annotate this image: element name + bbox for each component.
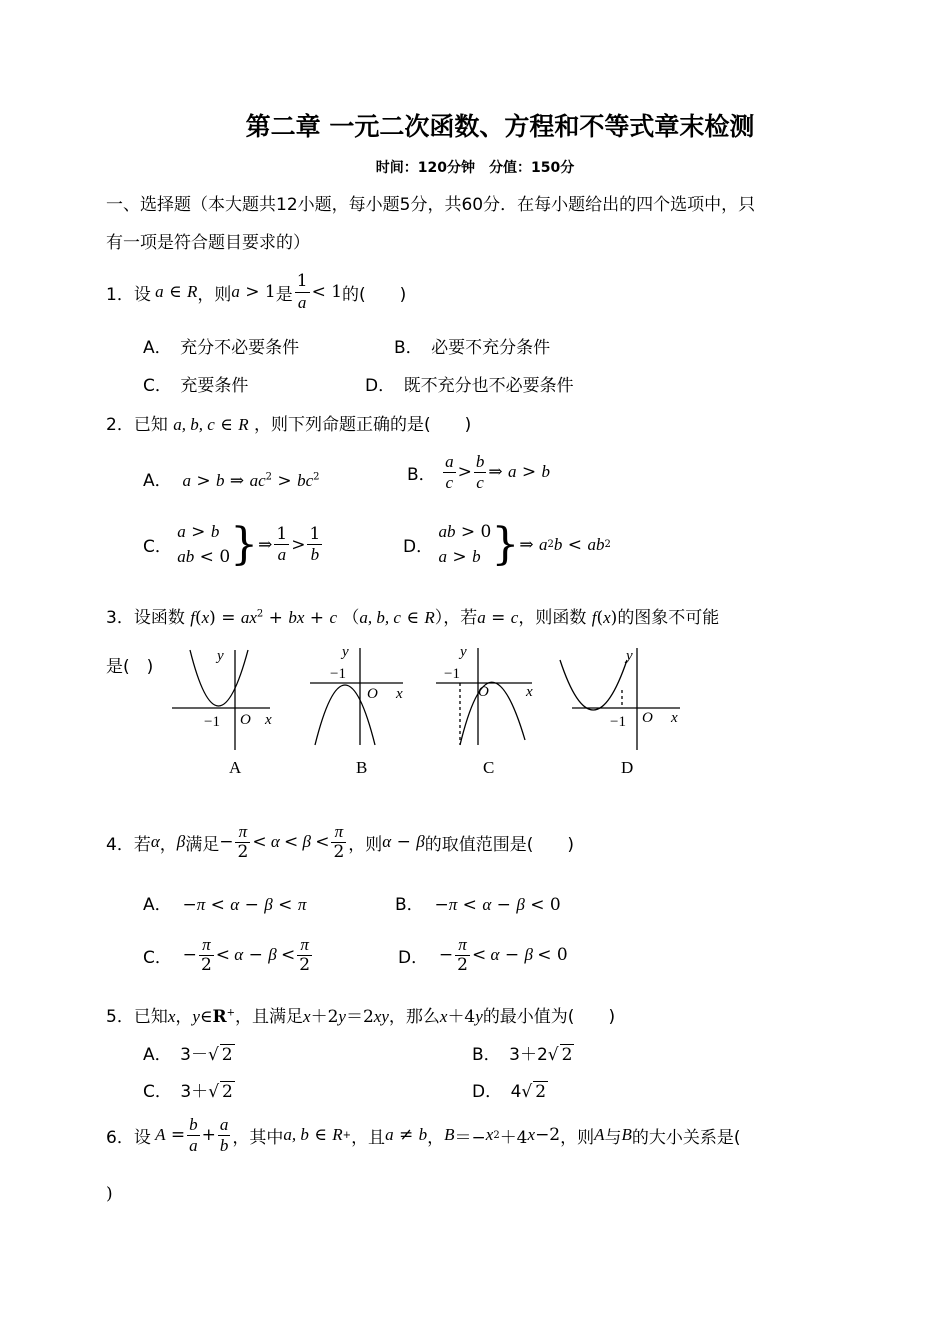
question-5: 5．已知x，y∈R+，且满足x＋2y＝2xy，那么x＋4y的最小值为( )	[106, 1007, 616, 1027]
question-1: 1．设 a ∈ R ，则 a > 1 是 $\frac{1}{a}$ < 1 的( )	[106, 270, 407, 312]
q2-option-d: D． ab > 0 a > b } ⇒ a 2 b < ab 2	[403, 518, 611, 570]
graph-d-x-label: x	[671, 710, 678, 726]
q4-option-a: A． −π < α − β < π	[143, 895, 307, 915]
q2-option-b: B． $\frac{a}{c}$ > $\frac{b}{c}$ ⇒ a > b	[407, 452, 551, 492]
q3-graphs	[160, 640, 700, 785]
graph-a-y-label: y	[217, 648, 224, 664]
q1-fraction: $\frac{1}{a}$	[296, 270, 308, 312]
graph-b-x-label: x	[396, 686, 403, 702]
q5-option-a: A． 3－√ 2	[143, 1045, 233, 1065]
page-subtitle: 时间：120分钟 分值：150分	[375, 160, 575, 176]
question-3: 3．设函数 $f(x) = ax^2$ + bx + c （a, b, c ∈ R），若a = c，则函数 f(x)的图象不可能	[106, 608, 720, 628]
q1-option-d: D． 既不充分也不必要条件	[365, 376, 574, 396]
q2-number: 2．已知	[106, 415, 168, 435]
q1-number: 1．设	[106, 284, 151, 305]
graph-d-y-label: y	[626, 648, 633, 664]
graph-a-label: A	[229, 758, 242, 777]
section-heading-line2: 有一项是符合题目要求的）	[106, 233, 310, 253]
graph-d-origin: O	[642, 710, 653, 726]
question-6: 6．设 A = $\frac{b}{a}$ + $\frac{a}{b}$ ，其中 a, b ∈ R + ，且 a ≠ b ， B ＝− x 2 ＋4 x −2 ，则 A 与 B 的大小关系是(	[106, 1115, 741, 1155]
q1-option-c: C． 充要条件	[143, 376, 249, 396]
graph-a-x-label: x	[265, 712, 272, 728]
page-title: 第二章 一元二次函数、方程和不等式章末检测	[245, 112, 755, 141]
q4-option-d: D． − $\frac{\pi}{2}$ < α − β < 0	[398, 935, 568, 975]
graph-c-label: C	[483, 758, 495, 777]
section-heading-line1: 一、选择题（本大题共12小题，每小题5分，共60分．在每小题给出的四个选项中，只	[106, 195, 756, 215]
q4-number: 4．若	[106, 834, 151, 855]
q1-option-b: B． 必要不充分条件	[394, 338, 551, 358]
q4-option-c: C． − $\frac{\pi}{2}$ < α − β < $\frac{\pi}{2}$	[143, 935, 311, 975]
graph-b-origin: O	[367, 686, 378, 702]
q3-number: 3．设函数	[106, 608, 185, 628]
graph-d-minus-one: −1	[610, 714, 626, 730]
graph-c-y-label: y	[460, 644, 467, 660]
q1-option-a: A． 充分不必要条件	[143, 338, 300, 358]
graph-c-minus-one: −1	[444, 666, 460, 682]
q3-line2: 是( )	[106, 657, 154, 677]
q6-number: 6．设	[106, 1127, 151, 1148]
graph-b-minus-one: −1	[330, 666, 346, 682]
q5-option-c: C． 3＋√ 2	[143, 1082, 233, 1102]
graph-b-y-label: y	[342, 644, 349, 660]
q4-option-b: B． −π < α − β < 0	[395, 895, 561, 915]
q5-option-b: B． 3＋2√ 2	[472, 1045, 573, 1065]
graph-d-label: D	[621, 758, 634, 777]
q5-option-d: D． 4√ 2	[472, 1082, 547, 1102]
q2-option-c: C． a > b ab < 0 } ⇒ $\frac{1}{a}$ > $\frac{1}{b}$	[143, 518, 321, 570]
graph-a-minus-one: −1	[204, 714, 220, 730]
graph-c-x-label: x	[526, 684, 533, 700]
question-2: 2．已知 a, b, c ∈ R ，则下列命题正确的是( )	[106, 415, 472, 435]
graph-c-origin: O	[478, 684, 489, 700]
question-4: 4．若 α ， β 满足 − $\frac{\pi}{2}$ < α < β < $\frac{\pi}{2}$ ，则 α − β 的取值范围是( )	[106, 822, 575, 862]
graph-b-label: B	[356, 758, 368, 777]
q6-line2: )	[106, 1184, 113, 1204]
q2-option-a: A． a > b ⇒ $ac^2 > bc^2$	[143, 471, 320, 491]
graph-a-origin: O	[240, 712, 251, 728]
